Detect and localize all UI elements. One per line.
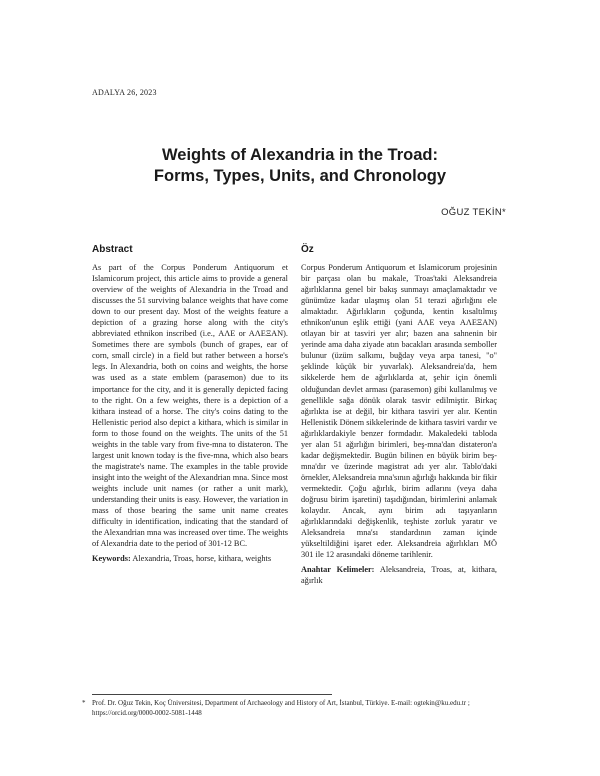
anahtar-kelimeler-label: Anahtar Kelimeler:	[301, 565, 375, 575]
footnote-divider	[92, 694, 332, 695]
author-name: OĞUZ TEKİN*	[441, 207, 506, 218]
abstract-heading: Abstract	[92, 244, 133, 255]
title-line-2: Forms, Types, Units, and Chronology	[153, 167, 447, 185]
abstract-keywords	[92, 553, 288, 564]
footnote-text: Prof. Dr. Oğuz Tekin, Koç Üniversitesi, Department of Archaeology and History of Art, İstanbul, Türkiye. E-mail: ogtekin@ku.edu.tr ; https://orcid.org/0000-0002-5081-1448	[92, 699, 470, 717]
footnote	[82, 699, 510, 718]
article-title	[60, 145, 540, 187]
keywords-label: Keywords:	[92, 554, 131, 564]
keywords-list: Alexandria, Troas, horse, kithara, weights	[132, 554, 272, 564]
abstract-column	[92, 244, 288, 564]
oz-keywords	[301, 564, 497, 586]
footnote-mark: *	[82, 699, 86, 707]
oz-body: Corpus Ponderum Antiquorum et Islamicorum projesinin bir parçası olan bu makale, Troas'taki Aleksandreia ağırlıklarına genel bir bakış sunmayı amaçlamaktadır ve günümüze kadar ulaşmış olan 51 terazi ağırlığını ele almaktadır. Ağırlıkların çoğunda, kentin kısaltılmış ethnikon'unun eşlik ettiği (yani ΑΛΕ veya ΑΛΕΞΑΝ) otlayan bir at tasviri yer alır; bazen ana sahnenin bir yerinde ama daha ziyade atın bacakları arasında semboller bulunur (üzüm salkımı, buğday veya arpa tanesi, "o" şeklinde küçük bir yuvarlak). Aleksandreia'da, hem sikkelerde hem de ağırlıklarda at, şehir için önemli olduğundan devlet arması (parasemon) gibi kullanılmış ve genellikle sağa dönük olarak tasvir edilmiştir. Birkaç ağırlıkta ise at değil, bir kithara tasviri yer alır. Kentin Hellenistik Dönem sikkelerinde de kithara tasviri vardır ve ağırlıklardakiyle benzer formdadır. Makaledeki tabloda yer alan 51 ağırlığın birimleri, beş-mna'dan distateron'a kadar değişmektedir. Bugün bilinen en büyük birim beş-mna'dır ve üzerinde magistrat adı yer alır. Tablo'daki örnekler, Aleksandreia mna'sının ağırlığı hakkında bir fikir vermektedir. Çoğu ağırlık, birim adlarını (veya daha doğrusu birim işaretini) taşıdığından, birimlerini anlamak kolaydır. Ancak, aynı birim adı taşıyanların ağırlıklarındaki değişkenlik, teşhiste zorluk yaratır ve Aleksandreia mna'sı standardının zaman içinde yükseltildiğini işaret eder. Aleksandreia ağırlıkları MÖ 301 ile 12 arasındaki döneme tarihlenir.	[301, 263, 497, 560]
anahtar-kelimeler-list: Aleksandreia, Troas, at, kithara, ağırlık	[301, 565, 497, 586]
oz-column	[301, 244, 497, 586]
journal-header: ADALYA 26, 2023	[92, 88, 157, 97]
title-line-1: Weights of Alexandria in the Troad:	[162, 146, 438, 164]
oz-heading: Öz	[301, 244, 314, 255]
abstract-body: As part of the Corpus Ponderum Antiquorum et Islamicorum project, this article aims to provide a general overview of the weights of Alexandria in the Troad and discusses the 51 surviving balance weights that have come down to our present day. Most of the weights feature a depiction of a grazing horse along with the city's abbreviated ethnikon inscribed (i.e., ΑΛΕ or ΑΛΕΞΑΝ). Sometimes there are symbols (bunch of grapes, ear of corn, small circle) in a field but rather between a horse's legs. In Alexandria, both on coins and weights, the horse was used as a state emblem (parasemon) due to its importance for the city, and it is generally depicted facing to the right. On a few weights, there is a depiction of a kithara instead of a horse. The city's coins dating to the Hellenistic period also depict a kithara, which is similar in form to those found on the weights. The units of the 51 weights in the table vary from five-mna to distateron. The largest unit known today is the five-mna, which also bears the magistrate's name. The examples in the table provide insight into the weight of the Alexandrian mna. Since most weights include unit names (or rather a unit mark), understanding their units is easy. However, the variation in mass of those bearing the same unit name creates difficulty in identification, indicating that the standard of the Alexandrian mna was increased over time. The weights of Alexandria date to the period of 301-12 BC.	[92, 263, 288, 549]
